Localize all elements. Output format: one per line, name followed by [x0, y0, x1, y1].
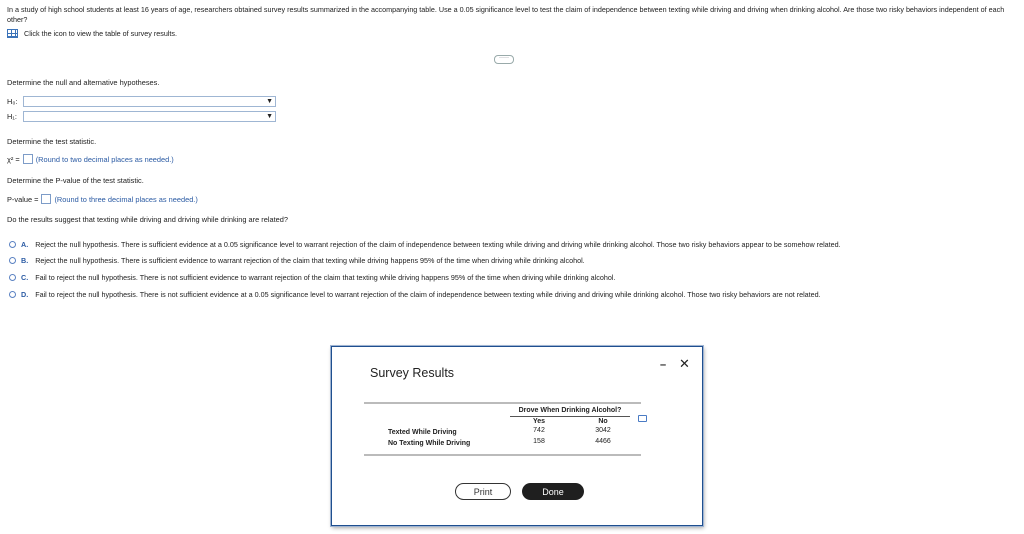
radio-c[interactable]: [9, 274, 16, 281]
survey-results-dialog: [331, 346, 703, 526]
chi-square-hint: (Round to two decimal places as needed.): [35, 154, 174, 164]
group-header: Drove When Drinking Alcohol?: [518, 407, 622, 414]
print-button[interactable]: Print: [455, 483, 511, 500]
option-letter: D.: [21, 290, 29, 299]
pvalue-row: [7, 194, 198, 204]
done-button[interactable]: Done: [522, 483, 584, 500]
row-label: No Texting While Driving: [388, 440, 471, 447]
pvalue-label: P-value =: [7, 194, 39, 204]
dialog-title: Survey Results: [370, 366, 455, 380]
option-text: Reject the null hypothesis. There is sufficient evidence at a 0.05 significance level to warrant rejection of the claim of independence between texting while driving and driving while drinking alcohol. Those two risky behaviors appear to be somehow related.: [35, 240, 841, 249]
option-letter: B.: [21, 256, 29, 265]
group-header-rule: [510, 416, 630, 417]
option-text: Fail to reject the null hypothesis. There is not sufficient evidence at a 0.05 significance level to warrant rejection of the claim of independence between texting while driving and driving while drinking alcohol. Those two risky behaviors are not related.: [35, 290, 821, 299]
option-a[interactable]: [9, 240, 841, 249]
minimize-icon[interactable]: –: [660, 359, 667, 371]
table-bottom-bar: [364, 454, 641, 456]
option-d[interactable]: [9, 290, 821, 299]
option-text: Reject the null hypothesis. There is sufficient evidence to warrant rejection of the claim that texting while driving happens 95% of the time when driving while drinking alcohol.: [35, 256, 585, 265]
row-label: Texted While Driving: [388, 429, 457, 436]
h0-label: H₀:: [7, 97, 18, 106]
h1-row: [7, 111, 276, 122]
chi-square-row: [7, 154, 174, 164]
survey-table: [364, 402, 641, 456]
h0-dropdown[interactable]: [23, 96, 276, 107]
h1-dropdown[interactable]: [23, 111, 276, 122]
dropdown-arrow-icon: ▼: [266, 113, 273, 120]
cell-yes: 742: [533, 427, 545, 434]
question-intro: In a study of high school students at least 16 years of age, researchers obtained survey results summarized in the accompanying table. Use a 0.05 significance level to test the claim of independence between texting while driving and driving when drinking alcohol. Are those two risky behaviors independent of each other?: [7, 5, 1005, 24]
option-letter: C.: [21, 273, 29, 282]
copy-icon[interactable]: [638, 415, 647, 422]
relation-prompt: Do the results suggest that texting while driving and driving while drinking are related?: [7, 215, 288, 224]
option-text: Fail to reject the null hypothesis. There is not sufficient evidence to warrant rejection of the claim that texting while driving happens 95% of the time when driving while drinking alcohol.: [35, 273, 616, 282]
h1-label: H₁:: [7, 112, 17, 121]
test-stat-prompt: Determine the test statistic.: [7, 137, 97, 146]
pvalue-input[interactable]: [41, 194, 51, 204]
col-yes-header: Yes: [532, 418, 546, 425]
option-b[interactable]: [9, 256, 585, 265]
cell-yes: 158: [533, 438, 545, 445]
radio-d[interactable]: [9, 291, 16, 298]
radio-a[interactable]: [9, 241, 16, 248]
cell-no: 3042: [595, 427, 611, 434]
table-icon[interactable]: [7, 29, 18, 38]
option-c[interactable]: [9, 273, 615, 282]
chi-square-input[interactable]: [23, 154, 33, 164]
pvalue-prompt: Determine the P-value of the test statistic.: [7, 176, 144, 185]
col-no-header: No: [598, 418, 608, 425]
h0-row: [7, 96, 276, 107]
close-icon[interactable]: ✕: [679, 356, 690, 371]
survey-table-link-text: Click the icon to view the table of survey results.: [24, 29, 178, 38]
dropdown-arrow-icon: ▼: [266, 98, 273, 105]
cell-no: 4466: [595, 438, 611, 445]
pvalue-hint: (Round to three decimal places as needed.): [54, 194, 198, 204]
hypotheses-prompt: Determine the null and alternative hypotheses.: [7, 78, 160, 87]
expand-ellipsis-button[interactable]: ·····: [494, 55, 514, 64]
option-letter: A.: [21, 240, 29, 249]
radio-b[interactable]: [9, 257, 16, 264]
chi-square-label: χ² =: [7, 154, 20, 164]
survey-table-link[interactable]: [7, 29, 177, 39]
